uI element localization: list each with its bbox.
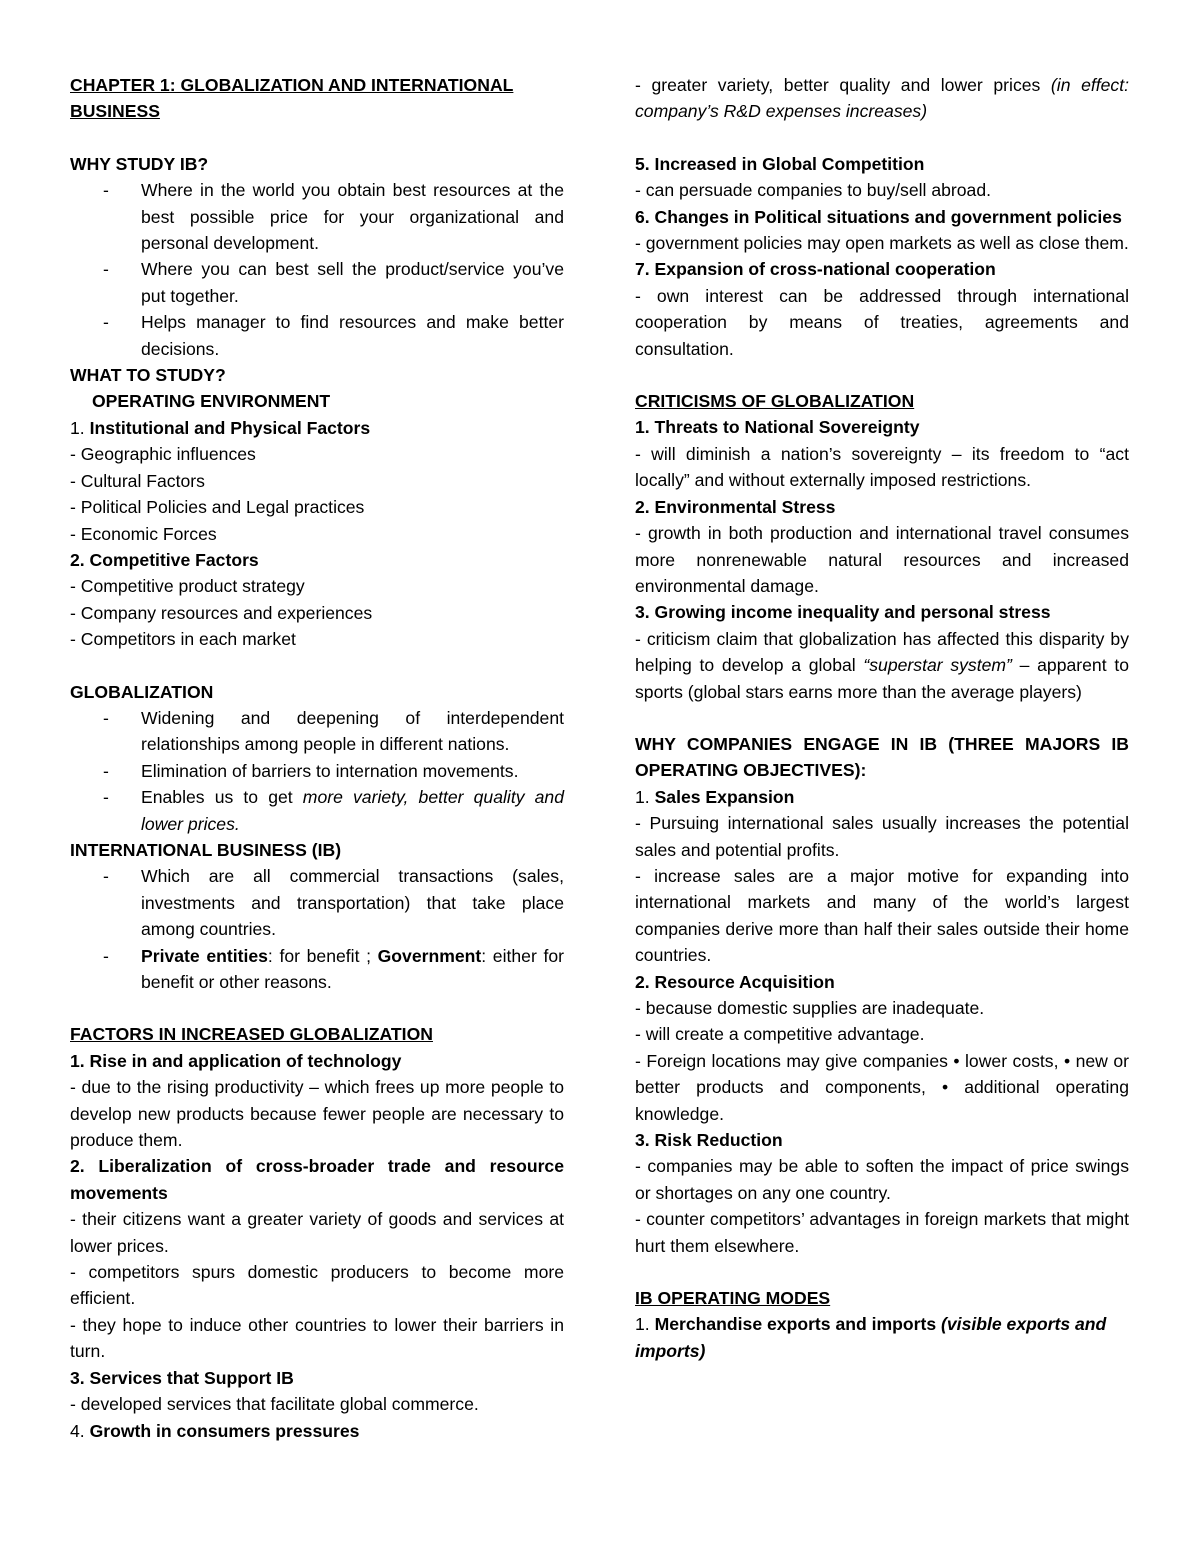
objective-text: - companies may be able to soften the impact of price swings or shortages on any one country. — [635, 1156, 1129, 1203]
item-text: - greater variety, better quality and lower prices — [635, 75, 1051, 95]
modes-heading: IB OPERATING MODES — [635, 1288, 831, 1309]
factor-text: - they hope to induce other countries to lower their barriers in turn. — [70, 1314, 564, 1362]
objective-text: - because domestic supplies are inadequate. — [635, 998, 985, 1018]
item-text: : either for benefit or other reasons. — [141, 945, 564, 992]
globalization-list — [70, 705, 564, 837]
globalization-heading: GLOBALIZATION — [70, 681, 214, 702]
objective-title: 2. Resource Acquisition — [635, 971, 835, 992]
factor-title — [70, 1418, 564, 1444]
criticism-text: - will diminish a nation’s sovereignty – its freedom to “act locally” and without externally imposed restrictions. — [635, 443, 1129, 491]
criticisms-heading: CRITICISMS OF GLOBALIZATION — [635, 391, 915, 412]
objective-title — [635, 784, 1129, 810]
factors-heading: FACTORS IN INCREASED GLOBALIZATION — [70, 1024, 433, 1045]
factor-text: - competitors spurs domestic producers to become more efficient. — [70, 1262, 564, 1309]
criticism-title: 3. Growing income inequality and personal stress — [635, 602, 1051, 623]
list-item: - Helps manager to find resources and make better decisions. — [141, 309, 564, 362]
item-text: Enables us to get — [141, 787, 303, 808]
objective-text: - counter competitors’ advantages in foreign markets that might hurt them elsewhere. — [635, 1209, 1129, 1256]
why-study-list — [70, 177, 564, 362]
criticism-title: 1. Threats to National Sovereignty — [635, 417, 920, 438]
what-study-heading: WHAT TO STUDY? — [70, 365, 226, 386]
factor-text — [635, 72, 1129, 125]
objective-text: - increase sales are a major motive for expanding into international markets and many of the world’s largest companies derive more than half their sales outside their home countries. — [635, 865, 1129, 966]
list-item: - Where you can best sell the product/service you’ve put together. — [141, 256, 564, 309]
institutional-factors-title — [70, 415, 564, 441]
objective-text: - will create a competitive advantage. — [635, 1024, 925, 1045]
factor-title: 1. Rise in and application of technology — [70, 1050, 402, 1071]
left-column — [70, 72, 564, 1444]
section-number: 1. — [635, 786, 655, 807]
ib-list — [70, 863, 564, 995]
list-item: - Where in the world you obtain best resources at the best possible price for your organizational and personal development. — [141, 177, 564, 256]
factor-title: 3. Services that Support IB — [70, 1367, 294, 1388]
objective-title: 3. Risk Reduction — [635, 1130, 783, 1151]
list-item: - Widening and deepening of interdependent relationships among people in different nations. — [141, 705, 564, 758]
objective-text: - Pursuing international sales usually increases the potential sales and potential profits. — [635, 813, 1129, 860]
why-engage-heading: WHY COMPANIES ENGAGE IN IB (THREE MAJORS IB OPERATING OBJECTIVES): — [635, 733, 1129, 781]
right-column — [635, 72, 1129, 1364]
list-item: - Cultural Factors — [70, 470, 205, 491]
item-italic-text: “superstar system” — [863, 655, 1012, 676]
item-text: : for benefit ; — [267, 945, 378, 966]
chapter-title — [70, 72, 564, 125]
factor-title: 5. Increased in Global Competition — [635, 153, 925, 174]
section-number: 1. — [70, 417, 90, 438]
list-item: - Company resources and experiences — [70, 602, 373, 623]
section-title-text: Merchandise exports and imports — [654, 1314, 942, 1335]
factor-text: - can persuade companies to buy/sell abroad. — [635, 180, 991, 201]
section-title-text: Institutional and Physical Factors — [89, 417, 371, 438]
section-number: 1. — [635, 1314, 655, 1335]
list-item: - Competitors in each market — [70, 629, 296, 650]
list-item: - Political Policies and Legal practices — [70, 497, 365, 518]
item-italic-text: (in effect: company’s R&D expenses increases) — [635, 75, 1129, 122]
list-item: - Economic Forces — [70, 523, 217, 544]
factor-text: - own interest can be addressed through international cooperation by means of treaties, agreements and consultation. — [635, 285, 1129, 359]
item-bold-text: Government — [377, 945, 482, 966]
section-title-text: Growth in consumers pressures — [89, 1420, 360, 1441]
objective-text: - Foreign locations may give companies • lower costs, • new or better products and components, • additional operating knowledge. — [635, 1050, 1129, 1124]
mode-title — [635, 1311, 1129, 1364]
item-text: – apparent to sports (global stars earns more than the average players) — [635, 655, 1129, 702]
criticism-title: 2. Environmental Stress — [635, 496, 836, 517]
criticism-text: - growth in both production and international travel consumes more nonrenewable natural resources and increased environmental damage. — [635, 523, 1129, 596]
criticism-text — [635, 626, 1129, 705]
factor-text: - due to the rising productivity – which frees up more people to develop new products because fewer people are necessary to produce them. — [70, 1077, 564, 1151]
list-item — [141, 784, 564, 837]
list-item: - Geographic influences — [70, 444, 256, 465]
factor-title: 6. Changes in Political situations and government policies — [635, 206, 1122, 227]
list-item: - Competitive product strategy — [70, 576, 305, 597]
why-study-heading: WHY STUDY IB? — [70, 153, 209, 174]
item-italic-text: (visible exports and imports) — [635, 1314, 1107, 1361]
competitive-factors-title: 2. Competitive Factors — [70, 549, 259, 570]
chapter-title-line1: CHAPTER 1: GLOBALIZATION AND INTERNATIONAL — [70, 75, 514, 95]
item-text: - criticism claim that globalization has affected this disparity by helping to develop a global — [635, 628, 1129, 676]
factor-title: 2. Liberalization of cross-broader trade and resource movements — [70, 1156, 564, 1203]
list-item — [141, 943, 564, 996]
item-italic-text: more variety, better quality and lower prices. — [141, 787, 564, 834]
section-number: 4. — [70, 1420, 90, 1441]
chapter-title-line2: BUSINESS — [70, 101, 160, 122]
list-item: - Which are all commercial transactions (sales, investments and transportation) that take place among countries. — [141, 863, 564, 942]
item-bold-text: Private entities — [141, 945, 268, 966]
factor-text: - developed services that facilitate global commerce. — [70, 1394, 479, 1415]
factor-text: - government policies may open markets as well as close them. — [635, 233, 1129, 254]
factor-text: - their citizens want a greater variety of goods and services at lower prices. — [70, 1209, 564, 1256]
operating-environment-heading: OPERATING ENVIRONMENT — [92, 391, 331, 412]
ib-heading: INTERNATIONAL BUSINESS (IB) — [70, 839, 342, 860]
list-item: - Elimination of barriers to internation movements. — [141, 758, 564, 784]
section-title-text: Sales Expansion — [654, 786, 795, 807]
factor-title: 7. Expansion of cross-national cooperation — [635, 259, 996, 280]
